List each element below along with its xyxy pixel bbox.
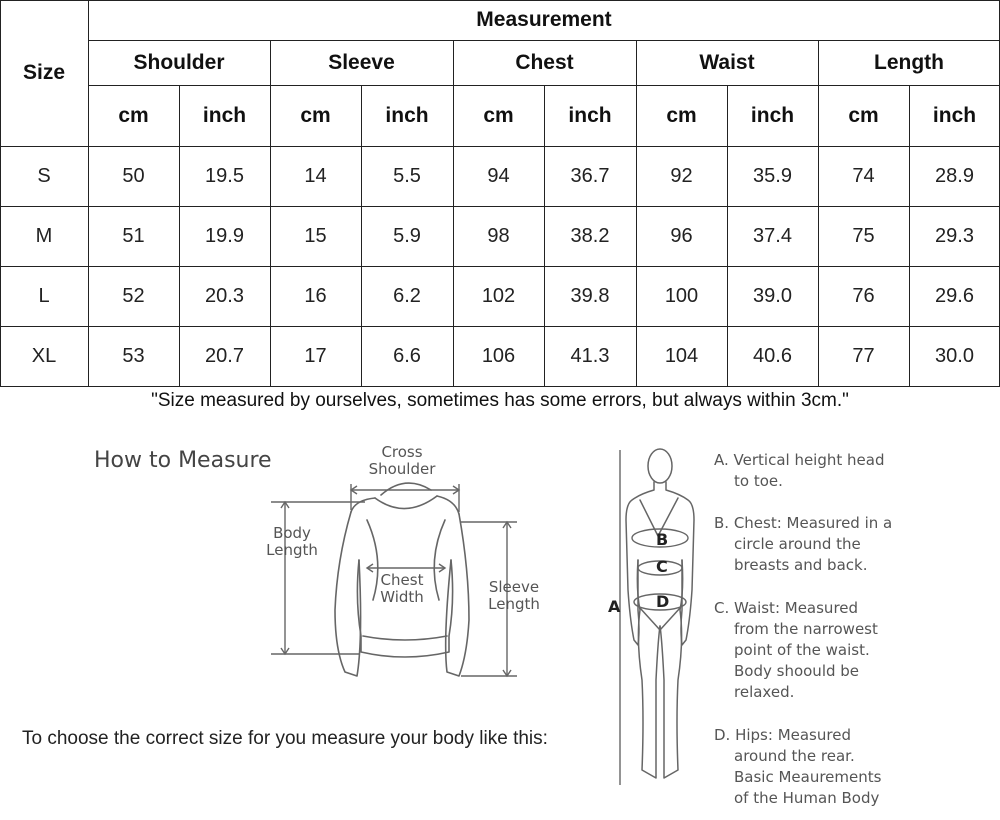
chest-width-label [370, 572, 434, 606]
cross-shoulder-label-line1: Cross [381, 443, 423, 461]
value-cell: 6.2 [393, 284, 421, 307]
value-cell: 100 [664, 284, 699, 307]
chest-width-label-line1: Chest [380, 571, 424, 589]
size-cell: L [38, 284, 50, 307]
value-cell: 37.4 [753, 224, 792, 247]
description-a [714, 450, 884, 492]
value-cell: 6.6 [393, 344, 421, 367]
value-cell: 39.0 [753, 284, 792, 307]
value-cell: 40.6 [753, 344, 792, 367]
marker-d-label: D [656, 592, 670, 611]
description-line: Body shoould be [734, 662, 860, 680]
choose-size-instruction: To choose the correct size for you measure your body like this: [22, 728, 548, 749]
description-line: D. Hips: Measured [714, 726, 851, 744]
description-c [714, 598, 878, 703]
description-line: C. Waist: Measured [714, 599, 859, 617]
value-cell: 14 [304, 164, 327, 187]
column-header-waist: Waist [699, 50, 755, 74]
description-line: B. Chest: Measured in a [714, 514, 893, 532]
description-line: circle around the [734, 535, 861, 553]
value-cell: 38.2 [570, 224, 610, 247]
value-cell: 5.9 [393, 224, 421, 247]
measurement-error-note: "Size measured by ourselves, sometimes has some errors, but always within 3cm." [151, 390, 849, 411]
value-cell: 35.9 [753, 164, 792, 187]
description-line: A. Vertical height head [714, 451, 885, 469]
column-header-length: Length [874, 50, 944, 74]
marker-b-label: B [656, 530, 669, 549]
value-cell: 41.3 [570, 344, 610, 367]
value-cell: 30.0 [935, 344, 974, 367]
description-b [714, 513, 892, 576]
value-cell: 98 [487, 224, 510, 247]
description-line: of the Human Body [734, 789, 880, 807]
unit-header: inch [568, 103, 612, 127]
sleeve-length-label-line1: Sleeve [488, 578, 540, 596]
value-cell: 29.3 [935, 224, 974, 247]
size-cell: S [37, 164, 51, 187]
value-cell: 94 [487, 164, 510, 187]
value-cell: 39.8 [570, 284, 610, 307]
unit-header: inch [932, 103, 977, 127]
description-line: point of the waist. [734, 641, 870, 659]
body-length-label-line1: Body [273, 524, 311, 542]
column-header-sleeve: Sleeve [328, 50, 395, 74]
value-cell: 5.5 [393, 164, 421, 187]
value-cell: 16 [304, 284, 327, 307]
description-line: from the narrowest [734, 620, 878, 638]
size-cell: XL [31, 344, 57, 367]
unit-header: inch [385, 103, 429, 127]
value-cell: 15 [304, 224, 327, 247]
sleeve-length-label [482, 579, 546, 613]
unit-header: cm [118, 103, 149, 127]
value-cell: 51 [122, 224, 145, 247]
description-line: to toe. [734, 472, 783, 490]
column-header-shoulder: Shoulder [133, 50, 225, 74]
value-cell: 52 [122, 284, 145, 307]
value-cell: 36.7 [570, 164, 610, 187]
cross-shoulder-label-line2: Shoulder [368, 460, 436, 478]
marker-c-label: C [656, 557, 668, 576]
table-line-h [0, 386, 1000, 387]
description-line: Basic Meaurements [734, 768, 882, 786]
value-cell: 74 [852, 164, 875, 187]
chest-width-label-line2: Width [380, 588, 424, 606]
description-d [714, 725, 881, 809]
value-cell: 77 [852, 344, 875, 367]
value-cell: 104 [664, 344, 699, 367]
body-figure-illustration [600, 440, 710, 800]
value-cell: 50 [122, 164, 145, 187]
column-header-chest: Chest [515, 50, 574, 74]
value-cell: 17 [304, 344, 327, 367]
size-chart-table [0, 0, 1000, 386]
value-cell: 76 [852, 284, 875, 307]
value-cell: 19.9 [205, 224, 244, 247]
value-cell: 106 [481, 344, 516, 367]
description-line: breasts and back. [734, 556, 868, 574]
value-cell: 20.7 [205, 344, 244, 367]
how-to-measure-title: How to Measure [94, 448, 272, 473]
unit-header: cm [300, 103, 331, 127]
unit-header: inch [202, 103, 247, 127]
measurement-group-header: Measurement [476, 8, 612, 31]
value-cell: 102 [481, 284, 516, 307]
unit-header: cm [666, 103, 697, 127]
value-cell: 53 [122, 344, 145, 367]
value-cell: 96 [670, 224, 693, 247]
value-cell: 92 [670, 164, 693, 187]
value-cell: 20.3 [205, 284, 244, 307]
body-length-label [262, 525, 322, 559]
unit-header: cm [848, 103, 879, 127]
marker-a-label: A [608, 597, 621, 616]
cross-shoulder-label [362, 444, 442, 478]
value-cell: 75 [852, 224, 875, 247]
sleeve-length-label-line2: Length [488, 595, 540, 613]
description-line: relaxed. [734, 683, 795, 701]
unit-header: cm [483, 103, 514, 127]
size-column-header: Size [22, 60, 66, 84]
description-line: around the rear. [734, 747, 855, 765]
body-length-label-line2: Length [266, 541, 318, 559]
value-cell: 28.9 [935, 164, 974, 187]
size-cell: M [35, 224, 53, 247]
value-cell: 29.6 [935, 284, 974, 307]
value-cell: 19.5 [205, 164, 244, 187]
unit-header: inch [750, 103, 795, 127]
